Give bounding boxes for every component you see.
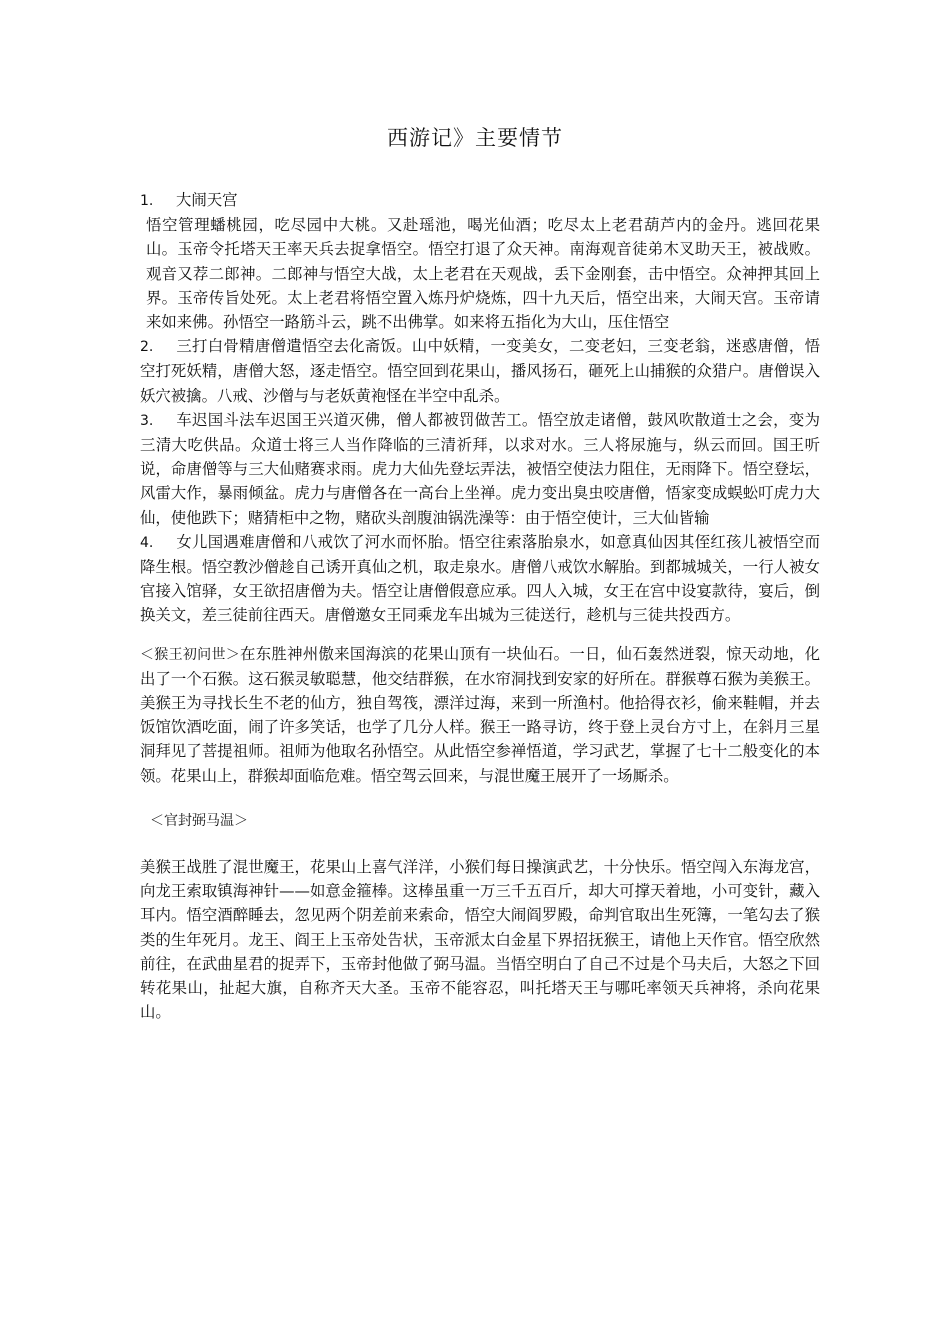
section-3 bbox=[140, 408, 820, 530]
story-heading: ＜猴王初问世＞ bbox=[140, 646, 240, 663]
story-2-heading bbox=[140, 808, 820, 833]
document-title: 西游记》主要情节 bbox=[387, 126, 563, 150]
spacer bbox=[140, 788, 820, 808]
section-1-heading bbox=[140, 188, 820, 213]
section-text: 车迟国斗法车迟国王兴道灭佛，僧人都被罚做苦工。悟空放走诸僧，鼓风吹散道士之会，变为三清大吃供品。众道士将三人当作降临的三清祈拜，以求对水。三人将尿施与，纵云而回。国王听说，命唐僧等与三大仙赌赛求雨。虎力大仙先登坛弄法，被悟空使法力阻住，无雨降下。悟空登坛，风雷大作，暴雨倾盆。虎力与唐僧各在一高台上坐禅。虎力变出臭虫咬唐僧，悟家变成蜈蚣叮虎力大仙，使他跌下；赌猜柜中之物，赌砍头剖腹油锅洗澡等：由于悟空使计，三大仙皆输 bbox=[140, 410, 820, 527]
spacer bbox=[140, 628, 820, 642]
section-text: 三打白骨精唐僧遣悟空去化斋饭。山中妖精，一变美女，二变老妇，三变老翁，迷惑唐僧，悟空打死妖精，唐僧大怒，逐走悟空。悟空回到花果山，播风扬石，砸死上山捕猴的众猎户。唐僧误入妖穴被擒。八戒、沙僧与与老妖黄袍怪在半空中乱杀。 bbox=[140, 337, 820, 405]
section-2 bbox=[140, 334, 820, 408]
story-monkey-king-born bbox=[140, 642, 820, 788]
document-body bbox=[140, 188, 820, 1025]
spacer bbox=[140, 833, 820, 855]
section-number: 3. bbox=[140, 412, 154, 429]
section-1-text: 悟空管理蟠桃园，吃尽园中大桃。又赴瑶池，喝光仙酒；吃尽太上老君葫芦内的金丹。逃回花果山。玉帝令托塔天王率天兵去捉拿悟空。悟空打退了众天神。南海观音徒弟木叉助天王，被战败。观音又荐二郎神。二郎神与悟空大战，太上老君在天观战，丢下金刚套，击中悟空。众神押其回上界。玉帝传旨处死。太上老君将悟空置入炼丹炉烧炼，四十九天后，悟空出来，大闹天宫。玉帝请来如来佛。孙悟空一路筋斗云，跳不出佛掌。如来将五指化为大山，压住悟空 bbox=[146, 216, 820, 332]
section-text: 女儿国遇难唐僧和八戒饮了河水而怀胎。悟空往索落胎泉水，如意真仙因其侄红孩儿被悟空而降生根。悟空教沙僧趁自己诱开真仙之机，取走泉水。唐僧八戒饮水解胎。到都城城关，一行人被女官接入馆驿，女王欲招唐僧为夫。悟空让唐僧假意应承。四人入城，女王在宫中设宴款待，宴后，倒换关文，差三徒前往西天。唐僧邀女王同乘龙车出城为三徒送行，趁机与三徒共投西方。 bbox=[140, 532, 820, 625]
story-text: 在东胜神州傲来国海滨的花果山顶有一块仙石。一日，仙石轰然迸裂，惊天动地，化出了一个石猴。这石猴灵敏聪慧，他交结群猴，在水帘洞找到安家的好所在。群猴尊石猴为美猴王。美猴王为寻找长生不老的仙方，独自驾筏，漂洋过海，来到一所渔村。他拾得衣衫，偷来鞋帽，并去饭馆饮酒吃面，闹了许多笑话，也学了几分人样。猴王一路寻访，终于登上灵台方寸上，在斜月三星洞拜见了菩提祖师。祖师为他取名孙悟空。从此悟空参禅悟道，学习武艺，掌握了七十二般变化的本领。花果山上，群猴却面临危难。悟空驾云回来，与混世魔王展开了一场厮杀。 bbox=[140, 644, 820, 785]
section-number: 1. bbox=[140, 193, 154, 209]
story-2-text: 美猴王战胜了混世魔王，花果山上喜气洋洋，小猴们每日操演武艺，十分快乐。悟空闯入东海龙宫，向龙王索取镇海神针——如意金箍棒。这棒虽重一万三千五百斤，却大可撑天着地，小可变针，藏入耳内。悟空酒醉睡去，忽见两个阴差前来索命，悟空大闹阎罗殿，命判官取出生死簿，一笔勾去了猴类的生年死月。龙王、阎王上玉帝处告状，玉帝派太白金星下界招抚猴王，请他上天作官。悟空欣然前往，在武曲星君的捉弄下，玉帝封他做了弼马温。当悟空明白了自己不过是个马夫后，大怒之下回转花果山，扯起大旗，自称齐天大圣。玉帝不能容忍，叫托塔天王与哪吒率领天兵神将，杀向花果山。 bbox=[140, 858, 820, 1022]
section-number: 2. bbox=[140, 339, 154, 356]
story-heading: ＜官封弼马温＞ bbox=[150, 812, 248, 829]
section-number: 4. bbox=[140, 534, 154, 551]
section-heading: 大闹天宫 bbox=[176, 191, 238, 209]
section-4 bbox=[140, 530, 820, 628]
